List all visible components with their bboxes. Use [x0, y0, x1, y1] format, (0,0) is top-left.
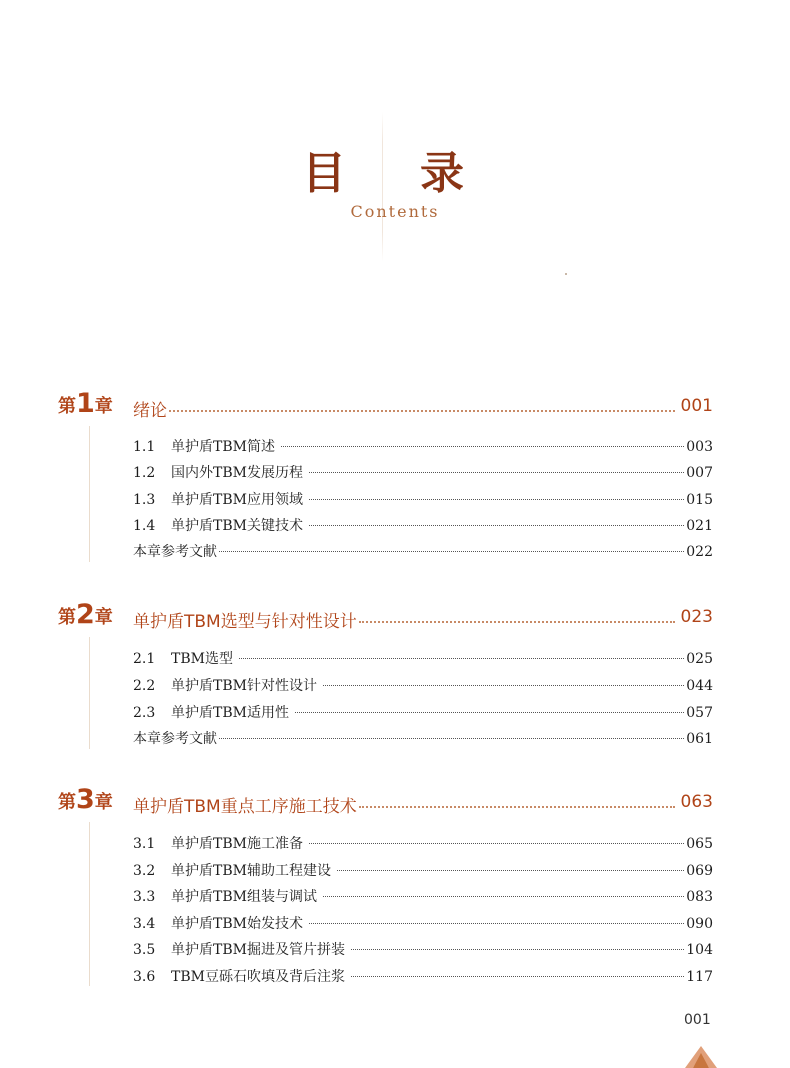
section-number: 3.2 [133, 863, 156, 879]
chapter-1-title: 绪论 [133, 401, 167, 421]
decorative-dot [565, 273, 567, 275]
dot-leader [351, 949, 684, 950]
page-title [0, 146, 790, 206]
section-page: 083 [686, 889, 713, 905]
section-page: 003 [686, 439, 713, 455]
section-title: 单护盾TBM组装与调试 [171, 889, 317, 905]
page-subtitle: Contents [350, 202, 440, 221]
section-title: 单护盾TBM关键技术 [171, 518, 303, 534]
section-title: TBM选型 [171, 651, 233, 667]
section-page: 065 [686, 836, 713, 852]
section-title: 单护盾TBM简述 [171, 439, 275, 455]
section-number: 3.1 [133, 836, 156, 852]
references-page: 022 [686, 544, 713, 560]
dot-leader [359, 806, 675, 808]
chapter-2-rule [89, 637, 90, 749]
chapter-2-heading[interactable] [58, 599, 713, 632]
dot-leader [219, 551, 684, 552]
chapter-prefix: 第 [58, 396, 76, 417]
section-page: 007 [686, 465, 713, 481]
toc-entry-1-4[interactable] [133, 515, 713, 537]
section-page: 104 [686, 942, 713, 958]
section-title: 单护盾TBM施工准备 [171, 836, 303, 852]
chapter-3-label [58, 784, 113, 815]
section-number: 2.3 [133, 705, 156, 721]
dot-leader [309, 843, 684, 844]
chapter-number: 2 [76, 599, 95, 630]
chapter-3-rule [89, 822, 90, 986]
section-page: 090 [686, 916, 713, 932]
chapter-1-heading[interactable] [58, 388, 713, 421]
toc-entry-3-1[interactable] [133, 833, 713, 855]
dot-leader [281, 446, 684, 447]
dot-leader [309, 525, 684, 526]
section-number: 1.2 [133, 465, 156, 481]
toc-entry-3-4[interactable] [133, 913, 713, 935]
section-title: 单护盾TBM应用领域 [171, 492, 303, 508]
toc-entry-2-references[interactable] [133, 728, 713, 750]
dot-leader [295, 712, 684, 713]
chapter-prefix: 第 [58, 607, 76, 628]
section-page: 057 [686, 705, 713, 721]
section-number: 2.1 [133, 651, 156, 667]
chapter-3-title: 单护盾TBM重点工序施工技术 [133, 797, 357, 817]
chapter-2-page: 023 [680, 607, 713, 627]
section-title: TBM豆砾石吹填及背后注浆 [171, 969, 345, 985]
chapter-suffix: 章 [94, 792, 113, 813]
toc-entry-1-2[interactable] [133, 462, 713, 484]
section-number: 3.5 [133, 942, 156, 958]
chapter-1-label [58, 388, 113, 419]
section-number: 1.3 [133, 492, 156, 508]
section-title: 单护盾TBM适用性 [171, 705, 289, 721]
section-page: 021 [686, 518, 713, 534]
toc-entry-2-3[interactable] [133, 702, 713, 724]
section-title: 单护盾TBM掘进及管片拼装 [171, 942, 345, 958]
chapter-3-heading[interactable] [58, 784, 713, 817]
toc-entry-1-1[interactable] [133, 436, 713, 458]
section-number: 3.6 [133, 969, 156, 985]
corner-logo-icon [683, 1044, 719, 1068]
dot-leader [309, 499, 684, 500]
section-page: 069 [686, 863, 713, 879]
dot-leader [359, 621, 675, 623]
section-title: 单护盾TBM辅助工程建设 [171, 863, 331, 879]
dot-leader [219, 738, 684, 739]
toc-entry-3-3[interactable] [133, 886, 713, 908]
dot-leader [309, 923, 684, 924]
chapter-1-rule [89, 426, 90, 562]
chapter-number: 1 [76, 388, 95, 419]
section-number: 3.4 [133, 916, 156, 932]
dot-leader [169, 410, 675, 412]
chapter-2-label [58, 599, 113, 630]
section-page: 117 [686, 969, 713, 985]
chapter-suffix: 章 [94, 607, 113, 628]
page-number: 001 [684, 1012, 711, 1028]
toc-entry-3-5[interactable] [133, 939, 713, 961]
dot-leader [351, 976, 684, 977]
dot-leader [239, 658, 684, 659]
title-char-2: 录 [420, 148, 464, 199]
toc-entry-2-1[interactable] [133, 648, 713, 670]
references-page: 061 [686, 731, 713, 747]
section-title: 单护盾TBM始发技术 [171, 916, 303, 932]
references-title: 本章参考文献 [133, 544, 217, 560]
dot-leader [337, 870, 684, 871]
section-number: 2.2 [133, 678, 156, 694]
section-title: 单护盾TBM针对性设计 [171, 678, 317, 694]
toc-entry-2-2[interactable] [133, 675, 713, 697]
section-title: 国内外TBM发展历程 [171, 465, 303, 481]
section-page: 025 [686, 651, 713, 667]
toc-entry-3-2[interactable] [133, 860, 713, 882]
dot-leader [323, 685, 684, 686]
chapter-2-title: 单护盾TBM选型与针对性设计 [133, 612, 357, 632]
section-number: 1.4 [133, 518, 156, 534]
toc-entry-3-6[interactable] [133, 966, 713, 988]
title-char-1: 目 [302, 148, 346, 199]
toc-entry-1-3[interactable] [133, 489, 713, 511]
section-number: 1.1 [133, 439, 156, 455]
chapter-prefix: 第 [58, 792, 76, 813]
chapter-1-page: 001 [680, 396, 713, 416]
toc-entry-1-references[interactable] [133, 541, 713, 563]
dot-leader [323, 896, 684, 897]
chapter-suffix: 章 [94, 396, 113, 417]
references-title: 本章参考文献 [133, 731, 217, 747]
chapter-3-page: 063 [680, 792, 713, 812]
section-page: 044 [686, 678, 713, 694]
section-number: 3.3 [133, 889, 156, 905]
section-page: 015 [686, 492, 713, 508]
chapter-number: 3 [76, 784, 95, 815]
dot-leader [309, 472, 684, 473]
